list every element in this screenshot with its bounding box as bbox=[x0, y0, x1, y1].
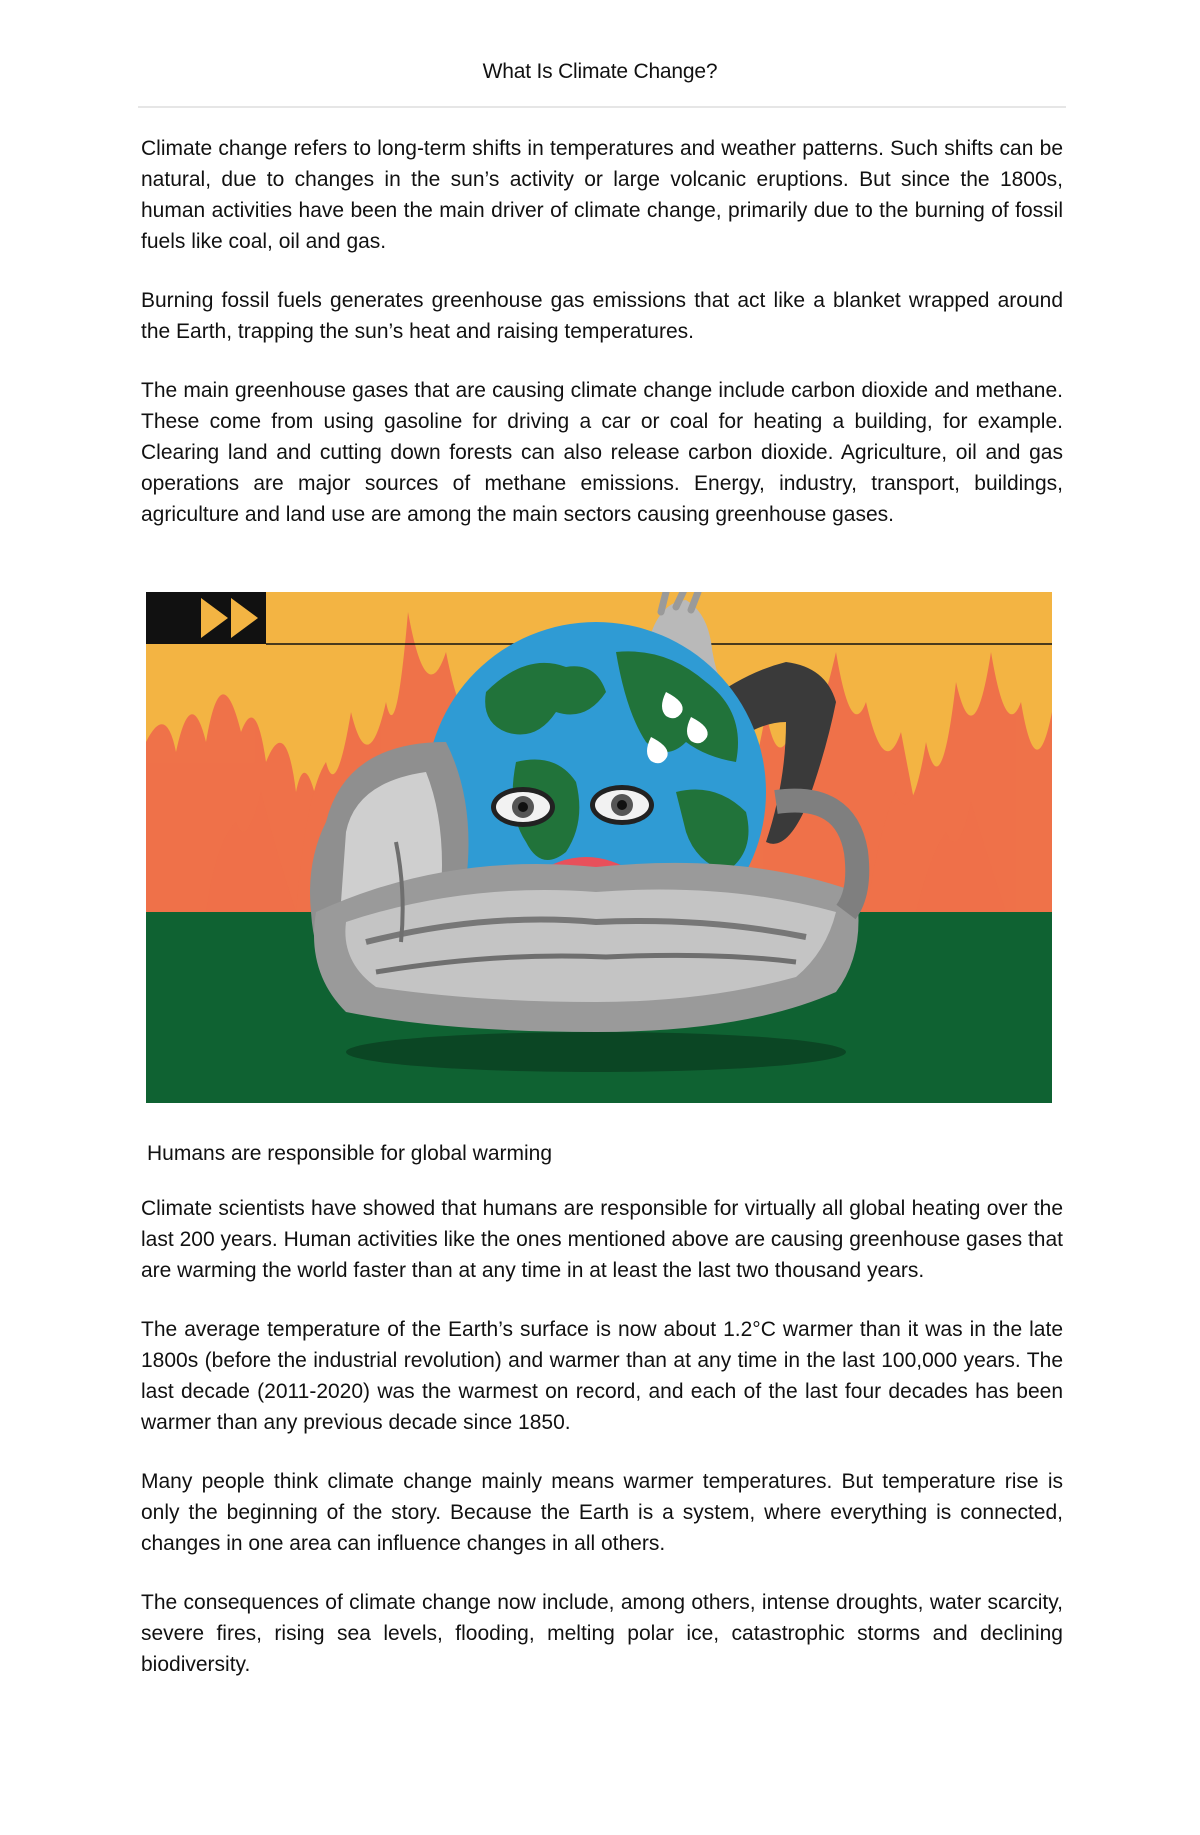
section-subheading: Humans are responsible for global warming bbox=[147, 1142, 553, 1165]
paragraph-human-responsibility: Climate scientists have showed that humans are responsible for virtually all global heating over the last 200 years. Human activities like the ones mentioned above are causing greenhouse gases that are warming the world faster than at any time in at least the last two thousand years. bbox=[141, 1197, 1063, 1282]
paragraph-consequences: The consequences of climate change now include, among others, intense droughts, water scarcity, severe fires, rising sea levels, flooding, melting polar ice, catastrophic storms and declining biodiversity. bbox=[141, 1591, 1063, 1676]
paragraph-average-temperature: The average temperature of the Earth’s surface is now about 1.2°C warmer than it was in the late 1800s (before the industrial revolution) and warmer than at any time in the last 100,000 years. The last decade (2011-2020) was the warmest on record, and each of the last four decades has been warmer than any previous decade since 1850. bbox=[141, 1318, 1063, 1434]
intro-section bbox=[141, 133, 1063, 558]
paragraph-fossil-fuels: Burning fossil fuels generates greenhouse gas emissions that act like a blanket wrapped around the Earth, trapping the sun’s heat and raising temperatures. bbox=[141, 289, 1063, 343]
paragraph-greenhouse-gases: The main greenhouse gases that are causing climate change include carbon dioxide and methane. These come from using gasoline for driving a car or coal for heating a building, for example. Clearing land and cutting down forests can also release carbon dioxide. Agriculture, oil and gas operations are major sources of methane emissions. Energy, industry, transport, buildings, agriculture and land use are among the main sectors causing greenhouse gases. bbox=[141, 379, 1063, 526]
page-title: What Is Climate Change? bbox=[482, 60, 718, 83]
paragraph-definition: Climate change refers to long-term shifts in temperatures and weather patterns. Such shifts can be natural, due to changes in the sun’s activity or large volcanic eruptions. But since the 1800s, human activities have been the main driver of climate change, primarily due to the burning of fossil fuels like coal, oil and gas. bbox=[141, 137, 1063, 253]
climate-illustration bbox=[146, 592, 1052, 1103]
global-warming-section bbox=[141, 1193, 1063, 1708]
title-divider bbox=[138, 106, 1066, 108]
paragraph-earth-system: Many people think climate change mainly means warmer temperatures. But temperature rise is only the beginning of the story. Because the Earth is a system, where everything is connected, changes in one area can influence changes in all others. bbox=[141, 1470, 1063, 1555]
